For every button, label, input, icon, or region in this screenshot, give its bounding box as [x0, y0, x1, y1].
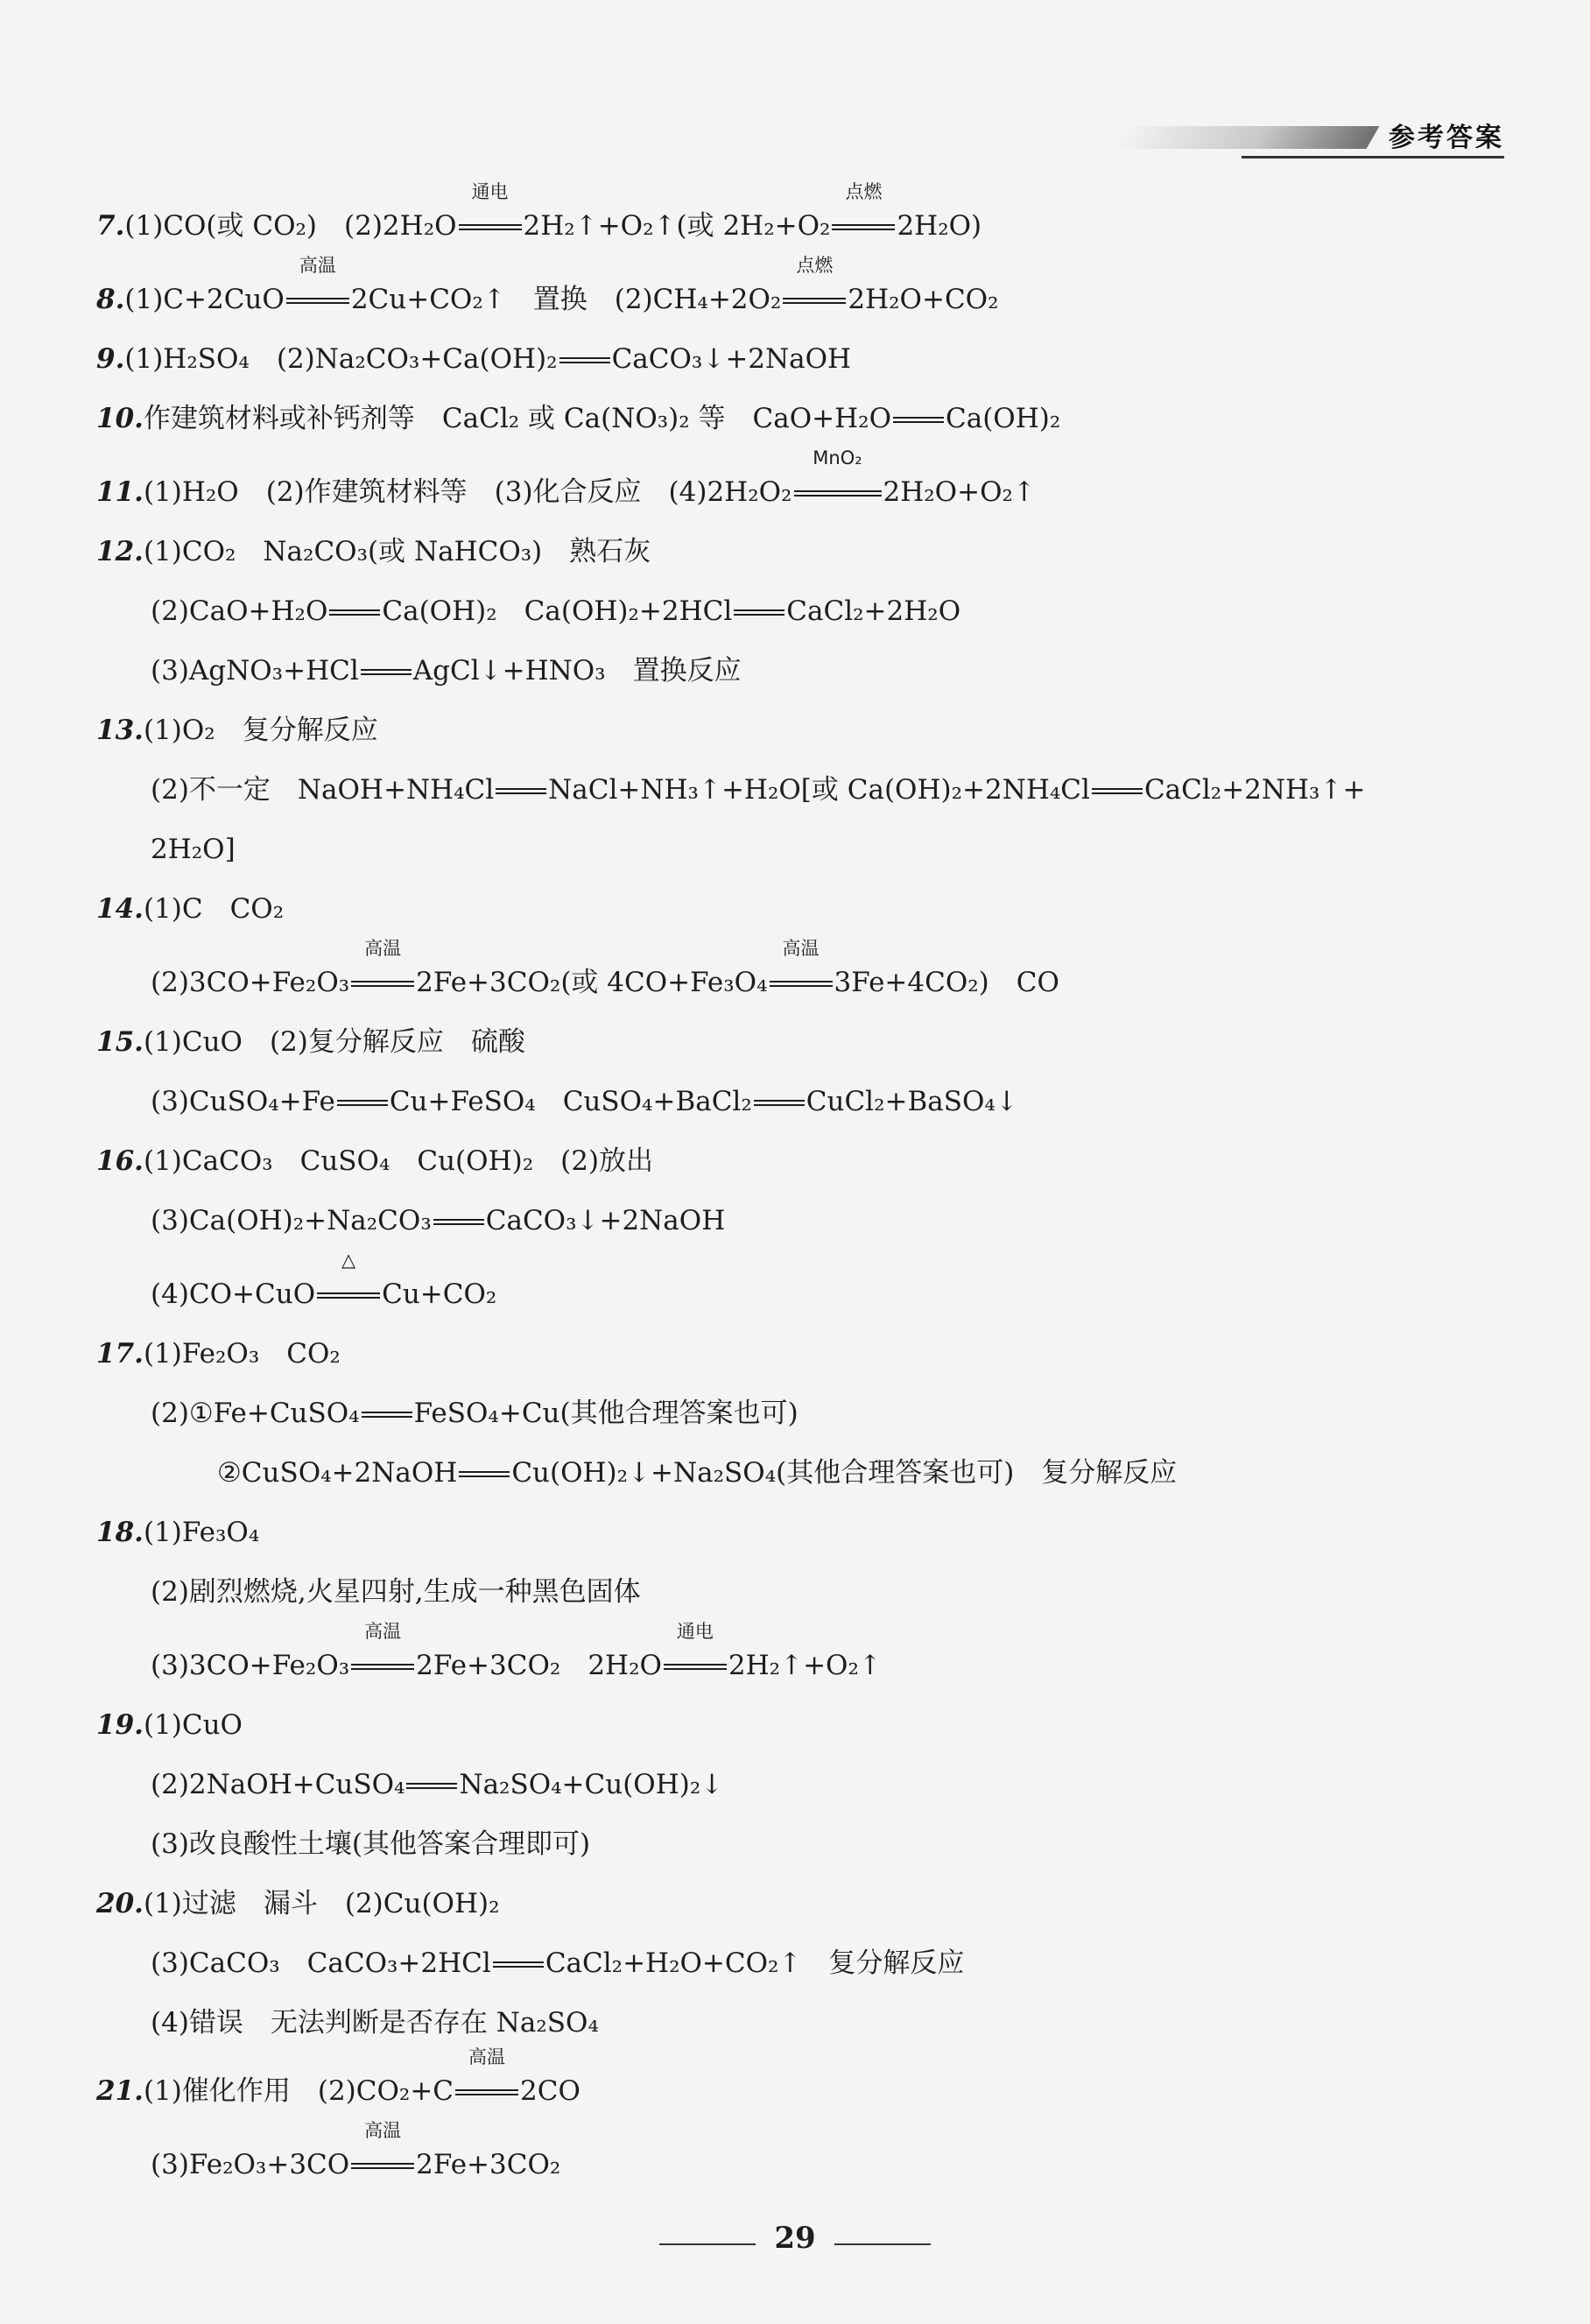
answer-text: (1)过滤 漏斗 (2)Cu(OH)₂ [143, 1888, 500, 1919]
answer-text: (2)不一定 NaOH+NH₄Cl [151, 774, 495, 806]
answer-text: (1)H₂SO₄ (2)Na₂CO₃+Ca(OH)₂ [124, 343, 558, 375]
answer-text: Na₂SO₄+Cu(OH)₂↓ [459, 1769, 724, 1800]
answer-18-3 [151, 1621, 882, 1683]
answer-text: CaCl₂+2NH₃↑+ [1143, 774, 1366, 806]
equals-sign [361, 669, 412, 675]
reaction-condition: 点燃 [783, 282, 846, 317]
answer-text: (1)CuO [143, 1709, 243, 1741]
answer-10 [96, 401, 1060, 436]
answer-17-1 [96, 1336, 341, 1371]
equals-sign [329, 609, 380, 616]
reaction-condition: 高温 [351, 1648, 414, 1683]
question-number: 11. [96, 476, 144, 508]
answer-17-3 [217, 1455, 1177, 1490]
answer-text: (3)改良酸性土壤(其他答案合理即可) [151, 1828, 591, 1860]
answer-12-3 [151, 653, 742, 688]
footer-ornament-right [834, 2243, 931, 2245]
answer-20-3 [151, 2005, 599, 2040]
answer-text: 3Fe+4CO₂) CO [834, 967, 1059, 998]
answer-text: 2H₂O+O₂↑ [883, 476, 1036, 508]
answer-text: (2)3CO+Fe₂O₃ [151, 967, 350, 998]
answer-15-2 [151, 1084, 1018, 1119]
answer-text: (3)Fe₂O₃+3CO [151, 2149, 350, 2180]
answer-text: AgCl↓+HNO₃ 置换反应 [412, 655, 742, 687]
answer-text: Ca(OH)₂ [946, 403, 1061, 434]
question-number: 12. [96, 536, 144, 567]
answer-7 [96, 181, 982, 243]
equals-sign [754, 1100, 805, 1106]
equals-sign [496, 788, 546, 794]
reaction-condition: 点燃 [832, 208, 895, 243]
page-footer [0, 2221, 1590, 2256]
equals-sign [493, 1961, 544, 1968]
answer-text: (1)CuO (2)复分解反应 硫酸 [143, 1026, 525, 1058]
answer-text: (2)剧烈燃烧,火星四射,生成一种黑色固体 [151, 1576, 641, 1608]
answer-19-3 [151, 1827, 590, 1862]
reaction-condition: 高温 [351, 965, 414, 1000]
answer-text: 2H₂↑+O₂↑ [728, 1650, 882, 1681]
answer-12-2 [151, 594, 960, 629]
answer-text: 2Fe+3CO₂ [416, 2149, 561, 2180]
answer-text: Cu(OH)₂↓+Na₂SO₄(其他合理答案也可) 复分解反应 [511, 1457, 1178, 1489]
answer-text: Cu+FeSO₄ CuSO₄+BaCl₂ [389, 1086, 752, 1117]
answer-text: (1)CO(或 CO₂) (2)2H₂O [124, 210, 457, 242]
reaction-condition: MnO₂ [794, 475, 882, 510]
answer-text: (1)H₂O (2)作建筑材料等 (3)化合反应 (4)2H₂O₂ [143, 476, 792, 508]
answer-text: Cu+CO₂ [382, 1278, 497, 1310]
equals-sign [559, 357, 610, 363]
answer-15-1 [96, 1025, 525, 1060]
question-number: 15. [96, 1026, 144, 1058]
answer-text: CaCl₂+2H₂O [786, 595, 961, 627]
question-number: 8. [96, 284, 125, 315]
answer-14-1 [96, 891, 284, 926]
answer-text: CuCl₂+BaSO₄↓ [806, 1086, 1018, 1117]
answer-text: 2Cu+CO₂↑ 置换 (2)CH₄+2O₂ [350, 284, 782, 315]
answer-20-1 [96, 1886, 500, 1921]
equals-sign [406, 1783, 457, 1789]
equals-sign [362, 1412, 412, 1418]
reaction-condition: 高温 [286, 282, 349, 317]
reaction-condition: 通电 [664, 1648, 727, 1683]
answer-text: 2CO [520, 2075, 580, 2107]
reaction-condition: 高温 [770, 965, 833, 1000]
answer-text: (2)2NaOH+CuSO₄ [151, 1769, 405, 1800]
answer-text: (3)3CO+Fe₂O₃ [151, 1650, 350, 1681]
reaction-condition: 高温 [455, 2074, 518, 2109]
answer-21-2 [151, 2120, 561, 2182]
question-number: 17. [96, 1338, 144, 1370]
answer-12-1 [96, 534, 651, 569]
answer-text: 2H₂↑+O₂↑(或 2H₂+O₂ [523, 210, 831, 242]
question-number: 21. [96, 2075, 144, 2107]
answer-text: (3)CuSO₄+Fe [151, 1086, 335, 1117]
equals-sign [734, 609, 784, 616]
question-number: 16. [96, 1145, 144, 1177]
answer-text: (1)Fe₂O₃ CO₂ [143, 1338, 341, 1370]
answer-18-1 [96, 1515, 259, 1550]
question-number: 10. [96, 403, 144, 434]
answer-21-1 [96, 2046, 580, 2109]
answer-text: FeSO₄+Cu(其他合理答案也可) [413, 1398, 799, 1429]
answer-text: 2H₂O] [151, 834, 236, 865]
equals-sign [893, 417, 944, 423]
answer-text: 2Fe+3CO₂ 2H₂O [416, 1650, 662, 1681]
answer-text: (1)CaCO₃ CuSO₄ Cu(OH)₂ (2)放出 [143, 1145, 654, 1177]
page-header [1119, 112, 1504, 165]
answer-text: Ca(OH)₂ Ca(OH)₂+2HCl [382, 595, 733, 627]
answer-text: (3)CaCO₃ CaCO₃+2HCl [151, 1947, 491, 1979]
reaction-condition: 通电 [459, 208, 522, 243]
answer-text: CaCO₃↓+2NaOH [485, 1205, 726, 1236]
answer-text: CaCl₂+H₂O+CO₂↑ 复分解反应 [545, 1947, 965, 1979]
answer-text: (1)催化作用 (2)CO₂+C [143, 2075, 454, 2107]
header-rule [1242, 156, 1504, 158]
answer-text: (2)①Fe+CuSO₄ [151, 1398, 360, 1429]
answer-text: 2H₂O+CO₂ [848, 284, 999, 315]
question-number: 14. [96, 893, 144, 925]
answer-19-2 [151, 1767, 723, 1802]
answer-16-2 [151, 1203, 725, 1238]
equals-sign [433, 1219, 484, 1225]
answer-text: (4)CO+CuO [151, 1278, 316, 1310]
answer-text: 作建筑材料或补钙剂等 CaCl₂ 或 Ca(NO₃)₂ 等 CaO+H₂O [143, 403, 892, 434]
answer-13-1 [96, 713, 378, 748]
answer-9 [96, 342, 851, 377]
reaction-condition: 高温 [351, 2147, 414, 2182]
question-number: 7. [96, 210, 125, 242]
answer-20-2 [151, 1946, 964, 1981]
answer-19-1 [96, 1708, 243, 1743]
equals-sign [459, 1471, 510, 1477]
answer-text: (1)CO₂ Na₂CO₃(或 NaHCO₃) 熟石灰 [143, 536, 651, 567]
answer-text: (1)C CO₂ [143, 893, 285, 925]
answer-text: 2H₂O) [897, 210, 982, 242]
answer-text: (1)C+2CuO [124, 284, 285, 315]
answer-18-2 [151, 1574, 641, 1609]
page-number: 29 [774, 2221, 816, 2256]
answer-text: ②CuSO₄+2NaOH [217, 1457, 458, 1489]
answer-text: (2)CaO+H₂O [151, 595, 328, 627]
answer-text: (3)Ca(OH)₂+Na₂CO₃ [151, 1205, 432, 1236]
equals-sign [337, 1100, 388, 1106]
question-number: 18. [96, 1517, 144, 1548]
answer-16-3 [151, 1250, 497, 1312]
answer-11 [96, 447, 1036, 510]
answer-text: (1)O₂ 复分解反应 [143, 715, 378, 746]
answer-text: (1)Fe₃O₄ [143, 1517, 260, 1548]
question-number: 9. [96, 343, 125, 375]
question-number: 20. [96, 1888, 144, 1919]
equals-sign [1092, 788, 1143, 794]
answer-8 [96, 255, 999, 317]
header-title: 参考答案 [1389, 123, 1504, 153]
reaction-condition: △ [317, 1277, 380, 1312]
question-number: 13. [96, 715, 144, 746]
answer-text: (3)AgNO₃+HCl [151, 655, 359, 687]
answer-14-2 [151, 938, 1059, 1000]
question-number: 19. [96, 1709, 144, 1741]
answer-text: NaCl+NH₃↑+H₂O[或 Ca(OH)₂+2NH₄Cl [548, 774, 1090, 806]
footer-ornament-left [659, 2243, 756, 2245]
answer-text: 2Fe+3CO₂(或 4CO+Fe₃O₄ [416, 967, 768, 998]
answer-17-2 [151, 1396, 799, 1431]
answer-13-3 [151, 832, 236, 867]
answer-text: (4)错误 无法判断是否存在 Na₂SO₄ [151, 2007, 599, 2039]
header-decoration [1112, 126, 1379, 149]
answer-text: CaCO₃↓+2NaOH [611, 343, 852, 375]
answer-13-2 [151, 772, 1365, 807]
answer-16-1 [96, 1144, 653, 1179]
